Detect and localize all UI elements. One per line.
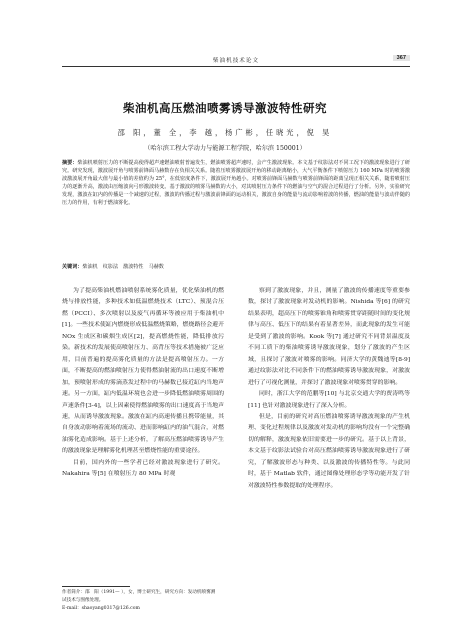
keywords-block [62,263,410,271]
body-column-right [248,286,410,492]
author-footnote [62,589,226,613]
keywords-label: 关键词： [62,264,83,270]
abstract-text: 柴油机喷射压力的不断提高使得超声速燃油喷射普遍发生，燃油喷雾超声速时，会产生激波现象。本文基于纹影法对不同工况下的激波现象进行了研究。研究发现，激波展开角与喷雾前锋面马赫数存在负相关关系。随着压喷雾激波展开角的移动距离缩小，大气平衡条件下喷射压力 160 MPa 时的喷雾激波激波展开角最大值与最小值的差值约为 25°，在低密度条件下，激波展开角越小。对喷雾前锋面马赫数与喷雾前锋面的距离呈现正相关关系，随着喷射压力的逐渐升高，激波由压缩波向弓形激波转变。基于激波的喷雾马赫数的大小，对其喷射压力条件下的燃油与空气的混合过程进行了分析。另外，实验研究发现，激波在缸内的传播是一个减速的过程，激波的传播过程与激波前锋面的运动相关，激波自身的能量与流动影响着波的传播，燃油的能量与波动伴随的压力的作用，有利于燃油雾化。 [62,160,410,207]
footnote-divider [62,586,130,587]
abstract-block [62,159,410,208]
affiliation: （哈尔滨工程大学动力与能源工程学院，哈尔滨 150001） [144,145,306,152]
author-list: 邵 阳，董 全，李 越，杨广彬，任晓光，倪 昊 [117,128,333,137]
journal-name: 柴油机技术论文 [212,58,260,64]
page-number: 367 [393,55,410,61]
body-column-left [62,286,224,481]
footnote-email: E-mail：shaoyang0317@126.com [62,606,140,611]
footnote-line: 试技术与图像处理。 [62,598,104,603]
body-paragraph: 为了提高柴油机燃油喷射系统雾化质量，优化柴油机的燃烧与排放性能，多种技术如低温燃烧技术（LTC）、预混合压燃（PCCI）、多次喷射以及废气再循环等被应用于柴油机中[1]。一些技术使缸内燃烧形成低温燃烧策略，燃烧路径会避开 NOx 生成区和碳烟生成区[2]，提高燃烧性能，降低排放污染。新技术的发展使高喷射压力、高背压等技术措施被广泛应用，目前普遍的提高雾化质量的方法是提高喷射压力。一方面，不断提高的燃油喷射压力使得燃油射流的出口速度不断增加，预喷射形成的雾滴蒸发过程中的马赫数已接近缸内当地声速。另一方面，缸内低温环境也会进一步降低燃油喷雾周围的声速条件[3-4]，以上因素使得燃油喷雾的出口速度高于当地声速，从而诱导激波现象。激波在缸内高速传播且携带能量，其自身波动影响着流场的流动、进而影响缸内的油气混合，对燃油雾化造成影响。基于上述分析，了解高压燃油喷雾诱导产生的激波现象是理解雾化机理甚至燃烧性能的重要途径。 [62,288,224,455]
abstract-label: 摘要： [62,160,78,166]
keywords-text: 柴油机 纹影法 激波特性 马赫数 [82,264,164,270]
body-paragraph: 察到了激波现象，并且，测量了激波的传播速度等重要参数，探讨了激波现象对发动机的影响。Nishida 等[6] 的研究结果表明，超高压下的喷雾锥角和喷雾贯穿距随时间的变化规律与高压、低压下的结果有着显著差异，而此现象的发生可能是受到了激波的影响。Kook 等[7] 通过研究不同背景温度及不同工质下的柴油喷雾诱导激波现象，划分了激波的产生区域，且探讨了激波对喷雾的影响。同济大学的黄魏迪等[8-9] 通过纹影法对比不同条件下的燃油喷雾诱导激波现象，对激波进行了可视化测量，并探讨了激波现象对喷雾贯穿的影响。 [248,288,410,386]
footnote-line: 作者简介：邵 阳（1991— ），女，博士研究生，研究方向：发动机喷雾测 [62,590,216,595]
body-paragraph: 目前，国内外的一些学者已经对激波现象进行了研究。Nakahira 等[5] 在喷射压力 80 MPa 时观 [62,459,224,478]
running-header [62,56,410,67]
body-paragraph: 同时，浙江大学的范鹏等[10] 与北京交通大学的贾涛鸣等[11] 也针对激波现象进行了深入分析。 [248,391,410,409]
body-paragraph: 但是，目前的研究对高压燃油喷雾诱导激波现象的产生机理、变化过程规律以及激波对发动机的影响均没有一个完整确切的解释，激波现象依旧需要进一步的研究。基于以上背景，本文基于纹影法试验台对高压燃油喷雾诱导激波现象进行了研究，了解激波形态与种类、以及激波的传播特性等。与此同时，基于 Matlab 软件，通过图像处理形态学等功能开发了针对激波特性参数提取的处理程序。 [248,413,410,489]
paper-title: 柴油机高压燃油喷雾诱导激波特性研究 [123,101,327,115]
